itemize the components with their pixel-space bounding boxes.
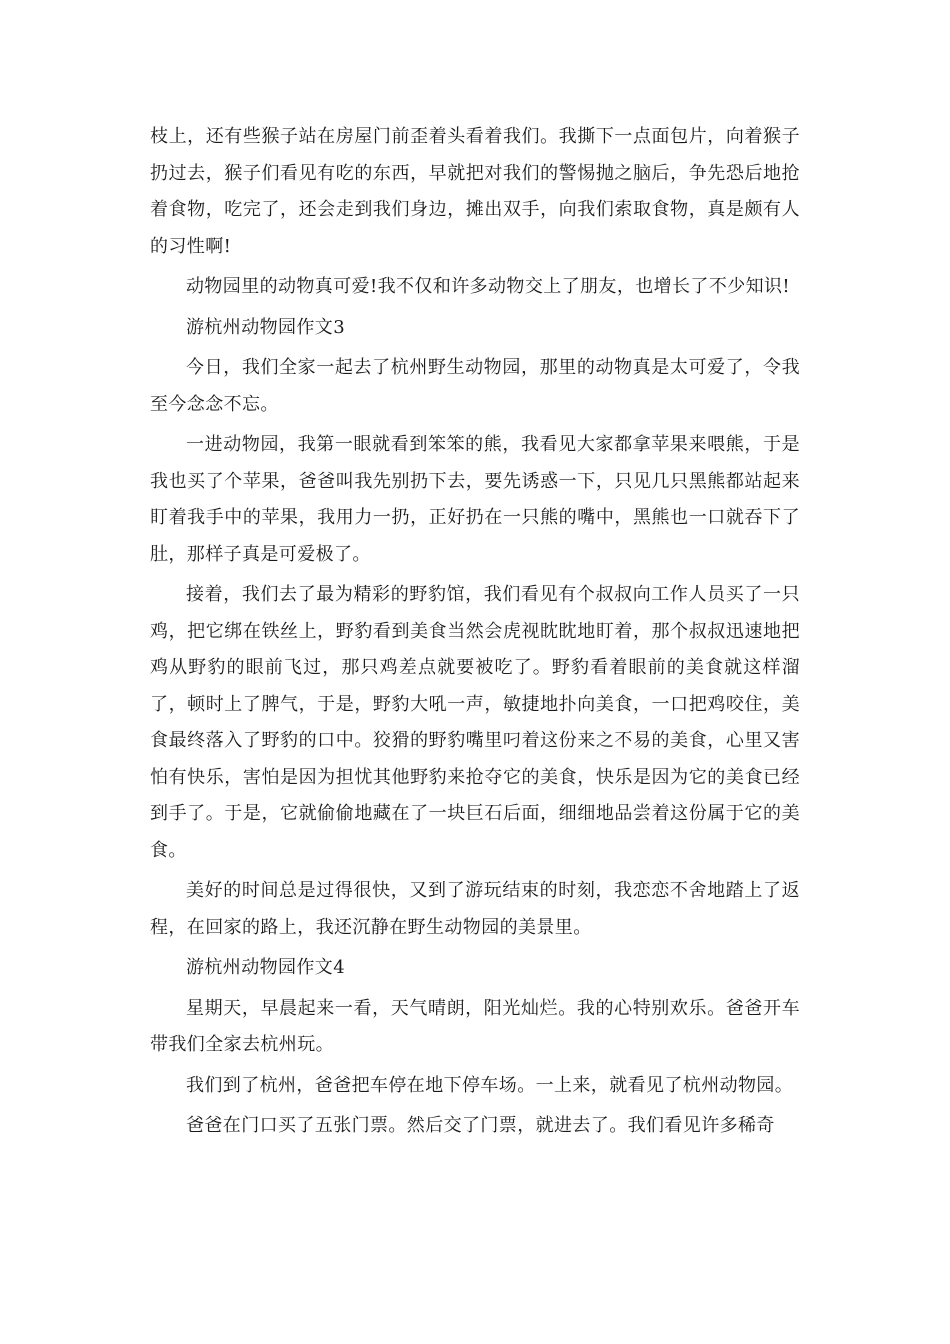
paragraph-zoo-conclusion: 动物园里的动物真可爱!我不仅和许多动物交上了朋友，也增长了不少知识! [186,276,791,297]
paragraph-essay3-intro: 今日，我们全家一起去了杭州野生动物园，那里的动物真是太可爱了，令我至今念念不忘。 [150,357,800,415]
paragraph-essay3-ending: 美好的时间总是过得很快，又到了游玩结束的时刻，我恋恋不舍地踏上了返程，在回家的路上，我还沉静在野生动物园的美景里。 [150,880,800,938]
essay-title-4: 游杭州动物园作文4 [186,957,346,978]
paragraph-essay4-intro: 星期天，早晨起来一看，天气晴朗，阳光灿烂。我的心特别欢乐。爸爸开车带我们全家去杭州玩。 [150,997,800,1055]
paragraph-essay4-arrival: 我们到了杭州，爸爸把车停在地下停车场。一上来，就看见了杭州动物园。 [186,1074,794,1096]
essay-title-3: 游杭州动物园作文3 [186,316,346,338]
paragraph-essay3-bears: 一进动物园，我第一眼就看到笨笨的熊，我看见大家都拿苹果来喂熊，于是我也买了个苹果，爸爸叫我先别扔下去，要先诱惑一下，只见几只黑熊都站起来盯着我手中的苹果，我用力一扔，正好扔在一只熊的嘴中，黑熊也一口就吞下了肚，那样子真是可爱极了。 [150,434,800,565]
paragraph-monkeys-continued: 枝上，还有些猴子站在房屋门前歪着头看着我们。我撕下一点面包片，向着猴子扔过去，猴子们看见有吃的东西，早就把对我们的警惕抛之脑后，争先恐后地抢着食物，吃完了，还会走到我们身边，摊出双手，向我们索取食物，真是颇有人的习性啊! [150,126,800,257]
paragraph-essay3-leopards: 接着，我们去了最为精彩的野豹馆，我们看见有个叔叔向工作人员买了一只鸡，把它绑在铁丝上，野豹看到美食当然会虎视眈眈地盯着，那个叔叔迅速地把鸡从野豹的眼前飞过，那只鸡差点就要被吃了。野豹看着眼前的美食就这样溜了，顿时上了脾气，于是，野豹大吼一声，敏捷地扑向美食，一口把鸡咬住，美食最终落入了野豹的口中。狡猾的野豹嘴里叼着这份来之不易的美食，心里又害怕有快乐，害怕是因为担忧其他野豹来抢夺它的美食，快乐是因为它的美食已经到手了。于是，它就偷偷地藏在了一块巨石后面，细细地品尝着这份属于它的美食。 [150,584,800,861]
document-body [150,119,800,1149]
paragraph-essay4-tickets: 爸爸在门口买了五张门票。然后交了门票，就进去了。我们看见许多稀奇 [186,1115,775,1136]
